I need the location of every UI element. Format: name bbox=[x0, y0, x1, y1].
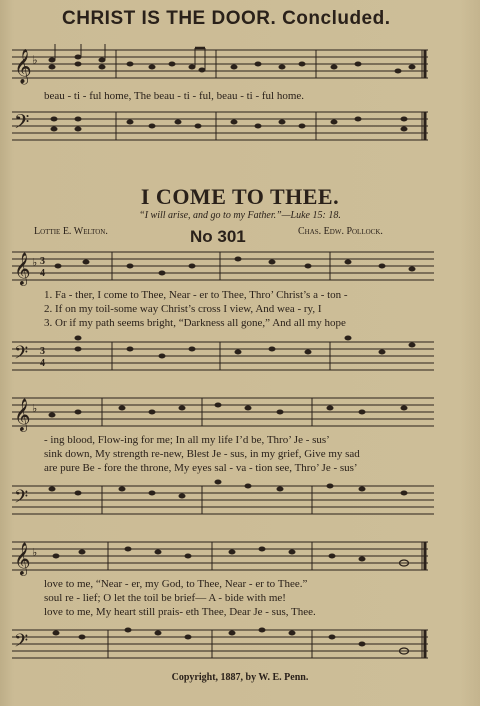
svg-text:♭: ♭ bbox=[32, 403, 38, 415]
verse-1-line-3: love to me, “Near - er, my God, to Thee, Near - er to Thee.” bbox=[44, 578, 308, 590]
svg-text:𝄞: 𝄞 bbox=[14, 50, 32, 83]
svg-text:𝄢: 𝄢 bbox=[14, 486, 29, 511]
hymn-epigraph: “I will arise, and go to my Father.”—Luke 15: 18. bbox=[139, 210, 341, 221]
previous-hymn-lyric: beau - ti - ful home, The beau - ti - ful, beau - ti - ful home. bbox=[44, 90, 305, 102]
system3-treble-staff bbox=[12, 536, 434, 576]
svg-text:𝄢: 𝄢 bbox=[14, 342, 29, 367]
verse-3-line-3: love to me, My heart still prais- eth Thee, Dear Je - sus, Thee. bbox=[44, 606, 316, 618]
verse-3-line-1: 3. Or if my path seems bright, “Darkness all gone,” And all my hope bbox=[44, 317, 346, 329]
svg-text:𝄞: 𝄞 bbox=[14, 544, 31, 575]
copyright-notice: Copyright, 1887, by W. E. Penn. bbox=[171, 672, 309, 683]
svg-text:𝄞: 𝄞 bbox=[14, 254, 31, 285]
verse-3-line-2: are pure Be - fore the throne, My eyes sal - va - tion see, Thro’ Je - sus’ bbox=[44, 462, 358, 474]
previous-hymn-title: CHRIST IS THE DOOR. Concluded. bbox=[62, 8, 391, 29]
svg-text:♭: ♭ bbox=[32, 53, 38, 67]
svg-text:♭: ♭ bbox=[32, 257, 38, 269]
svg-text:4: 4 bbox=[40, 358, 45, 369]
svg-text:𝄢: 𝄢 bbox=[14, 112, 30, 138]
hymn-title: I COME TO THEE. bbox=[140, 184, 340, 209]
system2-bass-staff bbox=[12, 478, 434, 520]
verse-1-line-2: - ing blood, Flow-ing for me; In all my life I’d be, Thro’ Je - sus’ bbox=[44, 434, 330, 446]
hymn-author: Lottie E. Welton. bbox=[34, 226, 108, 237]
system2-treble-staff bbox=[12, 392, 434, 432]
system3-bass-staff bbox=[12, 622, 434, 666]
svg-text:𝄢: 𝄢 bbox=[14, 630, 29, 655]
svg-text:♭: ♭ bbox=[32, 547, 38, 559]
verse-2-line-2: sink down, My strength re-new, Blest Je - sus, in my grief, Give my sad bbox=[44, 448, 360, 460]
hymn-number: No 301 bbox=[190, 227, 246, 246]
verse-2-line-3: soul re - lief; O let the toil be brief— A - bide with me! bbox=[44, 592, 286, 604]
verse-2-line-1: 2. If on my toil-some way Christ’s cross I view, And wea - ry, I bbox=[44, 303, 322, 315]
system1-treble-staff bbox=[12, 246, 434, 286]
top-bass-staff bbox=[12, 104, 434, 150]
svg-text:4: 4 bbox=[40, 268, 45, 279]
system1-bass-staff bbox=[12, 334, 434, 376]
svg-text:𝄞: 𝄞 bbox=[14, 400, 31, 431]
verse-1-line-1: 1. Fa - ther, I come to Thee, Near - er to Thee, Thro’ Christ’s a - ton - bbox=[44, 289, 348, 301]
svg-text:3: 3 bbox=[40, 346, 45, 357]
hymn-composer: Chas. Edw. Pollock. bbox=[298, 226, 383, 237]
top-treble-staff bbox=[12, 42, 434, 88]
svg-text:3: 3 bbox=[40, 256, 45, 267]
